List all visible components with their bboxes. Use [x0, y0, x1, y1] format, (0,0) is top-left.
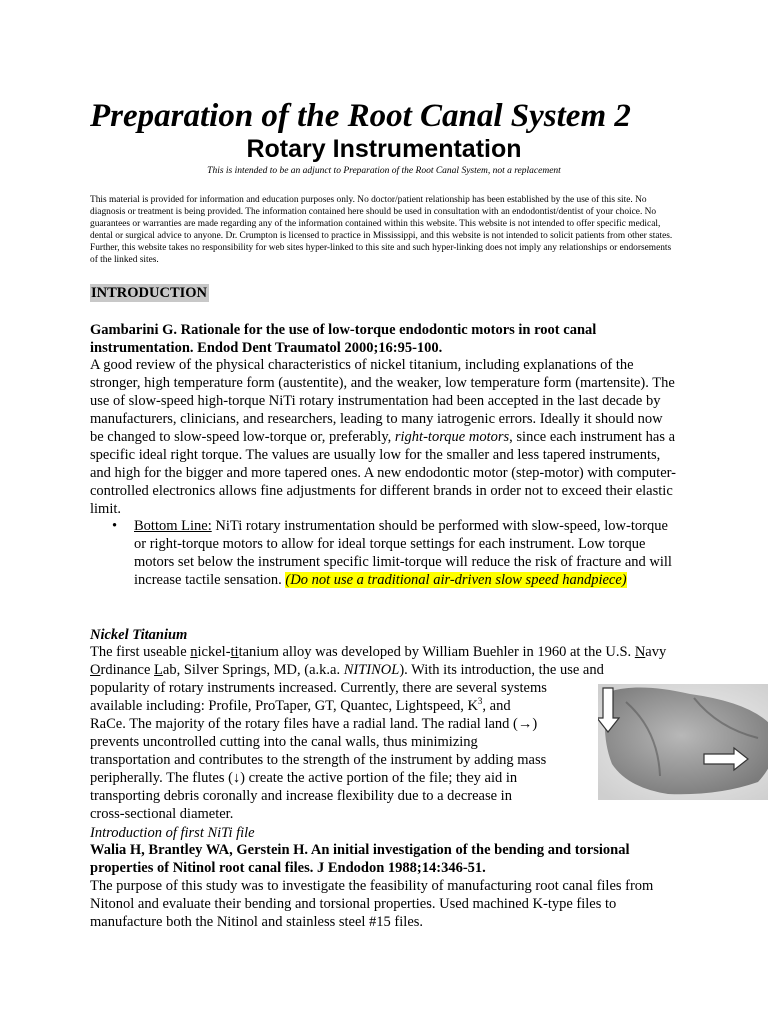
adjunct-note: This is intended to be an adjunct to Preparation of the Root Canal System, not a replacement — [207, 166, 561, 176]
nt-text-2: ickel- — [197, 644, 231, 660]
nt-text-7: ). With its introduction, the use and — [399, 662, 604, 678]
nt-underline-navy: N — [634, 644, 646, 660]
gambarini-citation: Gambarini G. Rationale for the use of low-torque endodontic motors in root canal instrumentation. Endod Dent Traumatol 2000;16:95-100. — [90, 322, 597, 356]
bottom-line-label: Bottom Line: — [134, 518, 212, 534]
page-title: Preparation of the Root Canal System 2 — [90, 98, 631, 134]
nt-text-5: rdinance — [100, 662, 155, 678]
bullet-text — [134, 517, 682, 589]
file-cross-section-image — [598, 684, 768, 800]
nt-radial-land-text: , and RaCe. The majority of the rotary files have a radial land. The radial land (→) prevents uncontrolled cutting into the canal walls, thus minimizing transportation and contributes to the strength of the instrument by adding mass peripherally. The flutes (↓) create the active portion of the file; they aid in transporting debris coronally and increase flexibility due to a decrease in cross-sectional diameter. — [90, 698, 547, 822]
nt-underline-lab: L — [154, 662, 163, 678]
nickel-titanium-heading: Nickel Titanium — [90, 627, 188, 643]
bullet-icon: • — [112, 518, 118, 534]
nickel-titanium-paragraph-2 — [90, 679, 550, 823]
highlighted-warning: (Do not use a traditional air-driven slow speed handpiece) — [285, 572, 627, 588]
nt-text-3: tanium alloy was developed by William Buehler in 1960 at the U.S. — [238, 644, 635, 660]
first-niti-file-paragraph: The purpose of this study was to investigate the feasibility of manufacturing root canal files from Nitonol and evaluate their bending and torsional properties. Used machined K-type files to manufacture both the Nitinol and stainless steel #15 files. — [90, 878, 654, 930]
first-niti-file-heading: Introduction of first NiTi file — [90, 825, 255, 841]
introduction-paragraph — [90, 356, 678, 518]
superscript-3: 3 — [477, 696, 483, 707]
introduction-heading: INTRODUCTION — [91, 285, 208, 301]
walia-citation: Walia H, Brantley WA, Gerstein H. An initial investigation of the bending and torsional properties of Nitinol root canal files. J Endodon 1988;14:346-51. — [90, 842, 630, 876]
nt-underline-ti: ti — [230, 644, 239, 660]
nt-underline-n: n — [190, 644, 198, 660]
nickel-titanium-paragraph-1 — [90, 643, 678, 679]
disclaimer-text: This material is provided for information and education purposes only. No doctor/patient relationship has been established by the use of this site. No diagnosis or treatment is being provided. The information contained here should be used in consultation with an endodontist/dentist of your choice. No guarantees or warranties are made regarding any of the information contained within this website. This website is not intended to offer specific medical, dental or surgical advice to anyone. Dr. Crumpton is licensed to practice in Mississippi, and this website is not intended to solicit patients from other states. Further, this website takes no responsibility for web sites hyper-linked to this site and such hyper-linking does not imply any relationships or endorsements of the linked sites. — [90, 195, 673, 265]
page-subtitle: Rotary Instrumentation — [246, 135, 522, 163]
nt-text-6: ab, Silver Springs, MD, (a.k.a. — [162, 662, 344, 678]
nt-underline-ordinance: O — [90, 662, 101, 678]
nt-systems-text: popularity of rotary instruments increased. Currently, there are several systems available including: Profile, ProTaper, GT, Quantec, Lightspeed, K — [90, 680, 547, 714]
nitinol-emphasis: NITINOL — [343, 662, 400, 678]
intro-text-part-b: , since each instrument has a specific ideal right torque. The values are usually low for the smaller and less tapered instruments, and high for the bigger and more tapered ones. A new endodontic motor (step-motor) with computer-controlled electronics allows fine adjustments for different brands in order not to exceed their elastic limit. — [90, 429, 676, 517]
intro-text-part-a: A good review of the physical characteristics of nickel titanium, including explanations of the stronger, high temperature form (austentite), and the weaker, low temperature form (martensite). The use of slow-speed high-torque NiTi rotary instrumentation had been accepted in the last decade by manufacturers, clinicians, and researchers, leading to many iatrogenic errors. Ideally it should now be changed to slow-speed low-torque or, preferably, — [90, 357, 675, 445]
nt-text-1: The first useable — [90, 644, 191, 660]
intro-emphasis: right-torque motors — [394, 429, 510, 445]
nt-text-4: avy — [645, 644, 667, 660]
bottom-line-body: NiTi rotary instrumentation should be performed with slow-speed, low-torque or right-torque motors to allow for ideal torque settings for each instrument. Low torque motors set below the instrument specific limit-torque will reduce the risk of fracture and will increase tactile sensation. — [134, 518, 672, 588]
